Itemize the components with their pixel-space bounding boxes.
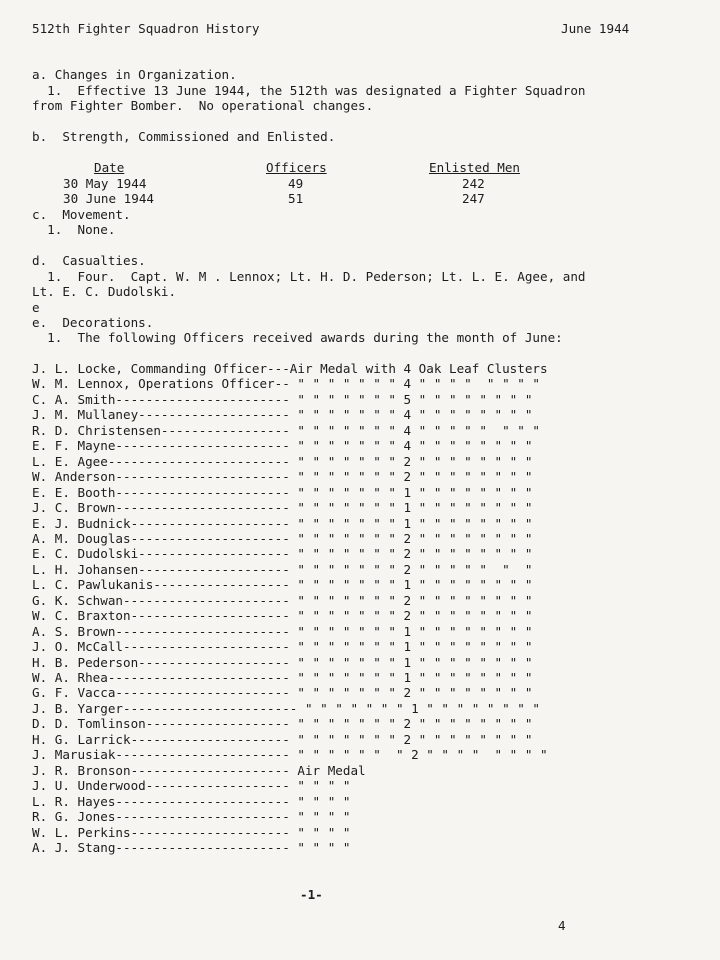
roster-line: W. L. Perkins--------------------- " " " " [32, 824, 351, 840]
table-header-date: Date [94, 160, 125, 175]
roster-line: R. G. Jones----------------------- " " " " [32, 809, 351, 825]
section-b-heading: b. Strength, Commissioned and Enlisted. [32, 129, 336, 144]
table-row-2-date: 30 June 1944 [63, 191, 154, 206]
roster-line: D. D. Tomlinson------------------- " " " " " " " 2 " " " " " " " " [32, 716, 533, 732]
table-row-2-enlisted: 247 [462, 191, 485, 206]
roster-line: H. B. Pederson-------------------- " " " " " " " 1 " " " " " " " " [32, 654, 533, 670]
roster-line: L. E. Agee------------------------ " " " " " " " 2 " " " " " " " " [32, 453, 533, 469]
table-row-1-enlisted: 242 [462, 176, 485, 191]
roster-line: W. M. Lennox, Operations Officer-- " " " " " " " 4 " " " " " " " " [32, 376, 540, 392]
table-row-1-date: 30 May 1944 [63, 176, 147, 191]
header-date: June 1944 [561, 21, 630, 36]
section-c-heading: c. Movement. [32, 207, 131, 222]
roster-line: J. L. Locke, Commanding Officer---Air Medal with 4 Oak Leaf Clusters [32, 361, 548, 376]
section-d-heading: d. Casualties. [32, 253, 146, 268]
section-e-heading: e. Decorations. [32, 315, 154, 330]
table-row-2-officers: 51 [288, 191, 304, 206]
section-d-line-2: Lt. E. C. Dudolski. [32, 284, 177, 299]
section-a-line-2: from Fighter Bomber. No operational changes. [32, 98, 374, 113]
roster-line: G. F. Vacca----------------------- " " " " " " " 2 " " " " " " " " [32, 685, 533, 701]
table-header-enlisted: Enlisted Men [429, 160, 520, 175]
roster-line: L. R. Hayes----------------------- " " " " [32, 793, 351, 809]
roster-line: E. C. Dudolski-------------------- " " " " " " " 2 " " " " " " " " [32, 546, 533, 562]
table-header-officers: Officers [266, 160, 327, 175]
header-title: 512th Fighter Squadron History [32, 21, 260, 36]
roster-line: H. G. Larrick--------------------- " " " " " " " 2 " " " " " " " " [32, 731, 533, 747]
roster-line: J. Marusiak----------------------- " " " " " " " 2 " " " " " " " " [32, 747, 548, 763]
roster-line: J. M. Mullaney-------------------- " " " " " " " 4 " " " " " " " " [32, 407, 533, 423]
roster-line: R. D. Christensen----------------- " " " " " " " 4 " " " " " " " " [32, 422, 540, 438]
section-d-line-1: 1. Four. Capt. W. M . Lennox; Lt. H. D. Pederson; Lt. L. E. Agee, and [32, 269, 586, 284]
roster-line: A. M. Douglas--------------------- " " " " " " " 2 " " " " " " " " [32, 530, 533, 546]
roster-line: A. S. Brown----------------------- " " " " " " " 1 " " " " " " " " [32, 623, 533, 639]
section-c-line-1: 1. None. [32, 222, 116, 237]
roster-line: G. K. Schwan---------------------- " " " " " " " 2 " " " " " " " " [32, 592, 533, 608]
roster-line: J. R. Bronson--------------------- Air Medal [32, 762, 366, 778]
roster-line: E. F. Mayne----------------------- " " " " " " " 4 " " " " " " " " [32, 438, 533, 454]
roster-line: J. U. Underwood------------------- " " " " [32, 778, 351, 794]
roster-line: J. O. McCall---------------------- " " " " " " " 1 " " " " " " " " [32, 639, 533, 655]
section-e-line-1: 1. The following Officers received awards during the month of June: [32, 330, 563, 345]
table-row-1-officers: 49 [288, 176, 304, 191]
section-a-line-1: 1. Effective 13 June 1944, the 512th was designated a Fighter Squadron [32, 83, 586, 98]
section-a-heading: a. Changes in Organization. [32, 67, 237, 82]
roster-line: J. C. Brown----------------------- " " " " " " " 1 " " " " " " " " [32, 500, 533, 516]
roster-line: W. A. Rhea------------------------ " " " " " " " 1 " " " " " " " " [32, 670, 533, 685]
roster-line: L. C. Pawlukanis------------------ " " " " " " " 1 " " " " " " " " [32, 577, 533, 593]
roster-line: E. J. Budnick--------------------- " " " " " " " 1 " " " " " " " " [32, 515, 533, 531]
roster-line: W. C. Braxton--------------------- " " " " " " " 2 " " " " " " " " [32, 608, 533, 624]
roster-line: A. J. Stang----------------------- " " " " [32, 839, 351, 855]
corner-number: 4 [558, 918, 566, 933]
roster-line: L. H. Johansen-------------------- " " " " " " " 2 " " " " " " " [32, 561, 533, 577]
roster-line: E. E. Booth----------------------- " " " " " " " 1 " " " " " " " " [32, 484, 533, 500]
page-number: -1- [300, 887, 323, 902]
roster-line: C. A. Smith----------------------- " " " " " " " 5 " " " " " " " " [32, 391, 533, 407]
roster-line: J. B. Yarger----------------------- " " " " " " " 1 " " " " " " " " [32, 700, 540, 716]
stray-letter: e [32, 300, 40, 315]
roster-line: W. Anderson----------------------- " " " " " " " 2 " " " " " " " " [32, 469, 533, 485]
